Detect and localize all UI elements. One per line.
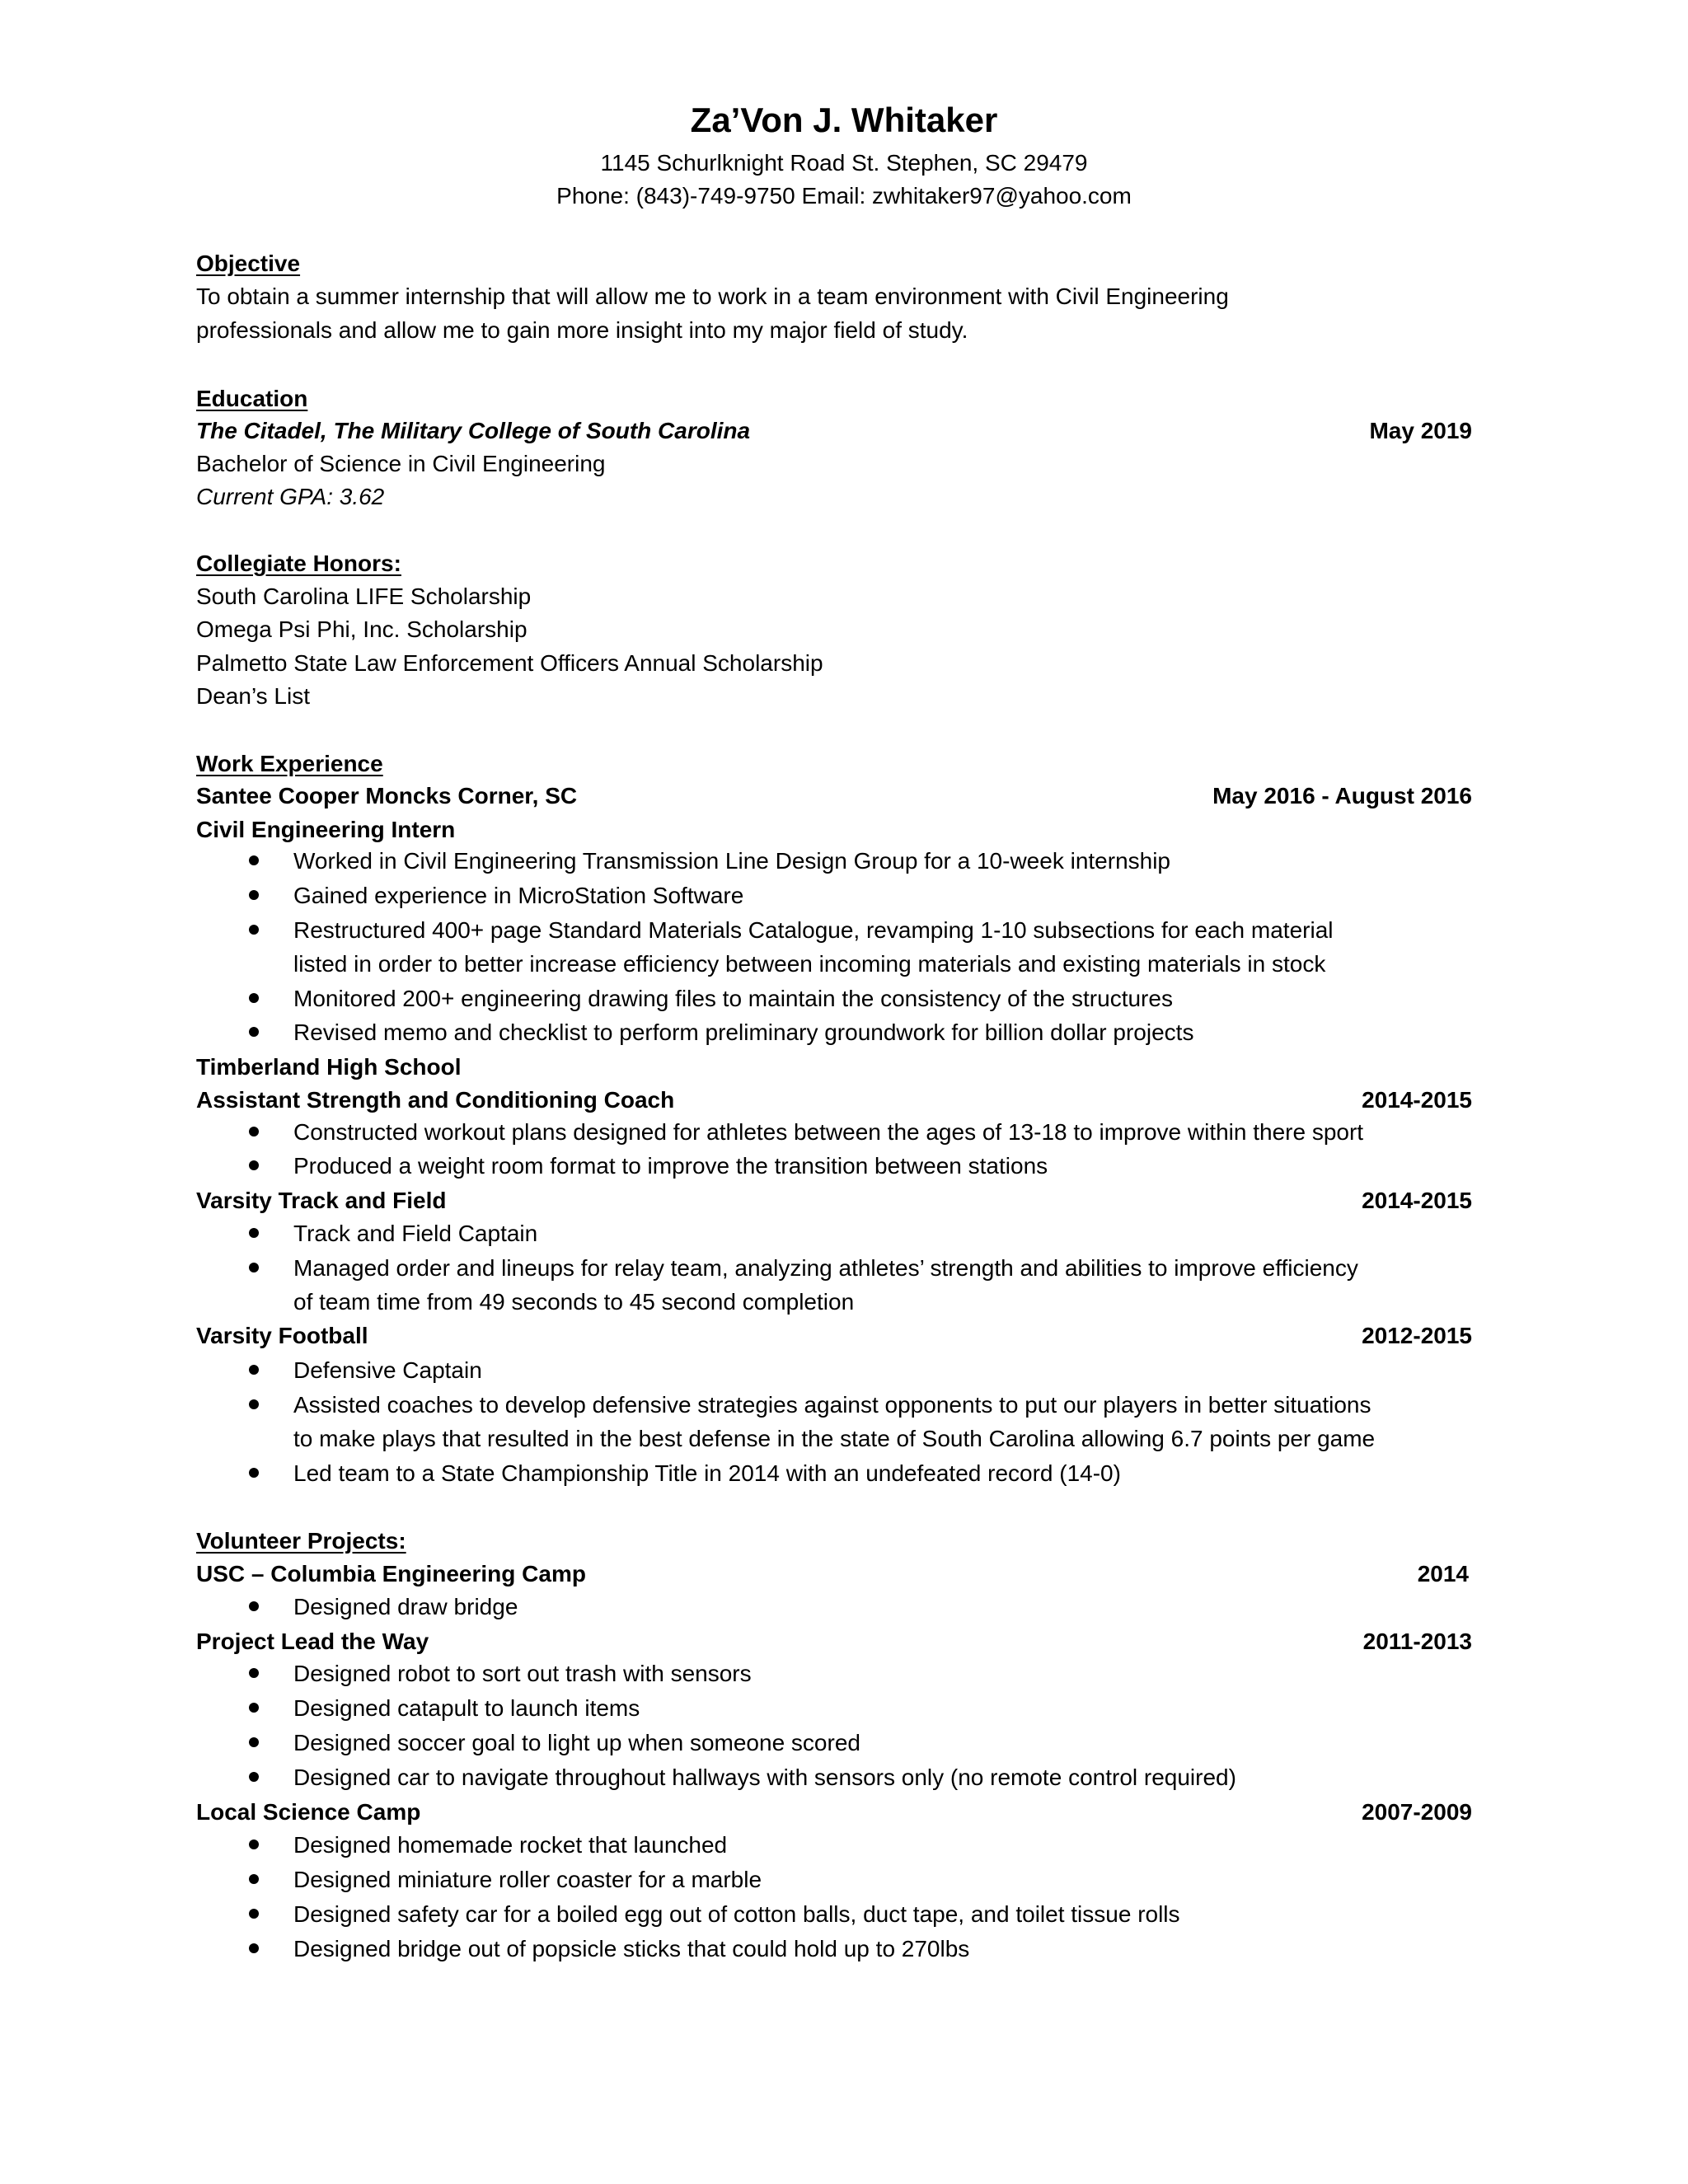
gpa: Current GPA: 3.62 (196, 484, 385, 509)
santee-role: Civil Engineering Intern (196, 817, 456, 842)
local-org: Local Science Camp (196, 1799, 421, 1825)
football-date: 2012-2015 (1362, 1323, 1472, 1348)
honor-item: Omega Psi Phi, Inc. Scholarship (196, 616, 528, 642)
bullet-icon (249, 993, 259, 1003)
degree: Bachelor of Science in Civil Engineering (196, 451, 606, 476)
objective-line-2: professionals and allow me to gain more insight into my major field of study. (196, 317, 968, 343)
bullet-icon (249, 1027, 259, 1037)
santee-bullet: Worked in Civil Engineering Transmission Line Design Group for a 10-week internship (293, 848, 1170, 874)
bullet-icon (249, 1874, 259, 1884)
pltw-bullet: Designed soccer goal to light up when someone scored (293, 1730, 860, 1755)
pltw-bullet: Designed catapult to launch items (293, 1695, 640, 1721)
bullet-icon (249, 1737, 259, 1747)
pltw-bullet: Designed car to navigate throughout hallways with sensors only (no remote control required) (293, 1765, 1236, 1790)
local-bullet: Designed miniature roller coaster for a marble (293, 1867, 762, 1892)
bullet-icon (249, 1263, 259, 1272)
honor-item: Dean’s List (196, 683, 311, 709)
pltw-org: Project Lead the Way (196, 1629, 429, 1654)
bullet-icon (249, 1160, 259, 1170)
bullet-icon (249, 1601, 259, 1611)
usc-date: 2014 (1417, 1561, 1469, 1586)
honors-heading: Collegiate Honors: (196, 551, 401, 576)
bullet-icon (249, 1668, 259, 1678)
track-date: 2014-2015 (1362, 1188, 1472, 1213)
coach-date: 2014-2015 (1362, 1087, 1472, 1113)
bullet-icon (249, 1228, 259, 1238)
school-name: The Citadel, The Military College of South Carolina (196, 418, 751, 443)
local-bullet: Designed safety car for a boiled egg out of cotton balls, duct tape, and toilet tissue rolls (293, 1901, 1180, 1927)
work-heading: Work Experience (196, 751, 383, 776)
santee-bullet: Restructured 400+ page Standard Materials Catalogue, revamping 1-10 subsections for each material (293, 917, 1334, 943)
bullet-icon (249, 925, 259, 935)
pltw-date: 2011-2013 (1362, 1629, 1472, 1654)
bullet-icon (249, 1772, 259, 1782)
bullet-icon (249, 1399, 259, 1409)
bullet-icon (249, 1943, 259, 1953)
santee-date: May 2016 - August 2016 (1212, 783, 1472, 808)
local-bullet: Designed bridge out of popsicle sticks that could hold up to 270lbs (293, 1936, 970, 1961)
santee-bullet: Revised memo and checklist to perform preliminary groundwork for billion dollar projects (293, 1019, 1194, 1045)
track-bullet: Managed order and lineups for relay team, analyzing athletes’ strength and abilities to improve efficiency (293, 1255, 1358, 1281)
santee-bullet-continued: listed in order to better increase efficiency between incoming materials and existing materials in stock (293, 951, 1326, 977)
coach-role: Assistant Strength and Conditioning Coach (196, 1087, 675, 1113)
coach-bullet: Produced a weight room format to improve the transition between stations (293, 1153, 1048, 1179)
football-bullet: Assisted coaches to develop defensive strategies against opponents to put our players in better situations (293, 1392, 1372, 1418)
bullet-icon (249, 1468, 259, 1478)
santee-bullet: Monitored 200+ engineering drawing files to maintain the consistency of the structures (293, 986, 1173, 1011)
santee-org: Santee Cooper Moncks Corner, SC (196, 783, 578, 808)
local-date: 2007-2009 (1362, 1799, 1472, 1825)
timberland-org: Timberland High School (196, 1054, 462, 1080)
coach-bullet: Constructed workout plans designed for athletes between the ages of 13-18 to improve within there sport (293, 1119, 1364, 1145)
football-bullet-continued: to make plays that resulted in the best defense in the state of South Carolina allowing 6.7 points per game (293, 1426, 1376, 1451)
usc-org: USC – Columbia Engineering Camp (196, 1561, 586, 1586)
track-role: Varsity Track and Field (196, 1188, 447, 1213)
objective-heading: Objective (196, 251, 301, 276)
bullet-icon (249, 1840, 259, 1849)
honor-item: South Carolina LIFE Scholarship (196, 583, 532, 609)
address-line: 1145 Schurlknight Road St. Stephen, SC 29479 (600, 150, 1088, 176)
usc-bullet: Designed draw bridge (293, 1594, 518, 1619)
football-bullet: Defensive Captain (293, 1357, 482, 1383)
objective-line-1: To obtain a summer internship that will allow me to work in a team environment with Civil Engineering (196, 284, 1229, 309)
resume-name: Za’Von J. Whitaker (690, 101, 998, 139)
honor-item: Palmetto State Law Enforcement Officers Annual Scholarship (196, 650, 823, 676)
pltw-bullet: Designed robot to sort out trash with sensors (293, 1661, 752, 1686)
bullet-icon (249, 1127, 259, 1137)
education-heading: Education (196, 386, 308, 411)
contact-line: Phone: (843)-749-9750 Email: zwhitaker97@yahoo.com (556, 183, 1132, 209)
bullet-icon (249, 1703, 259, 1713)
bullet-icon (249, 1365, 259, 1375)
bullet-icon (249, 1909, 259, 1919)
santee-bullet: Gained experience in MicroStation Software (293, 883, 744, 908)
track-bullet: Track and Field Captain (293, 1221, 538, 1246)
track-bullet-continued: of team time from 49 seconds to 45 second completion (293, 1289, 855, 1315)
local-bullet: Designed homemade rocket that launched (293, 1832, 728, 1858)
volunteer-heading: Volunteer Projects: (196, 1528, 406, 1554)
bullet-icon (249, 855, 259, 865)
football-bullet: Led team to a State Championship Title in 2014 with an undefeated record (14-0) (293, 1460, 1121, 1486)
football-role: Varsity Football (196, 1323, 368, 1348)
bullet-icon (249, 890, 259, 900)
graduation-date: May 2019 (1369, 418, 1472, 443)
